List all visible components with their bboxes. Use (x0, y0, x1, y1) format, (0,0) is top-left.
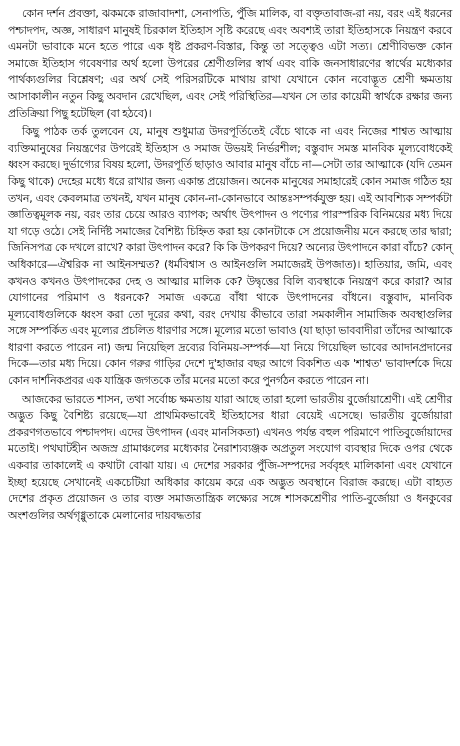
paragraph-3: আজকের ভারতে শাসন, তথা সর্বোচ্চ ক্ষমতায় যারা আছে তারা হলো ভারতীয় বুর্জোয়াশ্রেণী। এই শ্রেণীর অদ্ভুত কিছু বৈশিষ্ট্য রয়েছে—যা প্রাথমিকভাবেই ইতিহাসের ধারা বেয়েই এসেছে। ভারতীয় বুর্জোয়ারা প্রকরণগতভাবে পশ্চাদপদ। এদের উৎপাদন (এবং মানসিকতা) এখনও পর্যন্ত বহুল পরিমাণে পাতিবুর্জোয়াদের মতোই। পথঘাটহীন অজস্র গ্রামাঞ্চলের মধ্যেকার নৈরাশ্যব্যঞ্জক অপ্রতুল সংযোগ ব্যবস্থার দিকে ওপর থেকে একবার তাকালেই এ কথাটা বোঝা যায়। এ দেশের সরকার পুঁজি-সম্পদের সর্ববৃহৎ মালিকানা এবং যেখানে ইচ্ছা হয়েছে সেখানেই একচেটিয়া অধিকার কায়েম করে এক অদ্ভুত অবস্থানে বিরাজ করছে। এটা বাহ্যত দেশের প্রকৃত প্রয়োজন ও তার ব্যক্ত সমাজতান্ত্রিক লক্ষ্যের সঙ্গে শাসকশ্রেণীর পাতি-বুর্জোয়া ও ধনকুবের অংশগুলির অর্থগৃধ্নুতাকে মেলানোর দায়বদ্ধতার (8, 392, 452, 522)
paragraph-1: কোন দর্শন প্রবক্তা, ঝকমকে রাজাবাদশা, সেনাপতি, পুঁজি মালিক, বা বক্তৃতাবাজ-রা নয়, বরং এই ধরনের পশ্চাদপদ, অজ্ঞ, সাধারণ মানুষই চিরকাল ইতিহাস সৃষ্টি করেছে এবং অবশ্যই তারা ইতিহাসকে নিয়ন্ত্রণ করবে এমনটা ভাবাকে মনে হতে পারে এক ধৃষ্ট প্রকরণ-বিস্তার, কিন্তু তা সত্ত্বেও এটা সত্য। শ্রেণীবিভক্ত কোন সমাজে ইতিহাস গবেষণার অর্থ হলো উপরের শ্রেণীগুলির স্বার্থ এবং বাকি জনসাধারণের স্বার্থের মধ্যেকার পার্থক্যগুলির বিশ্লেষণ; এর অর্থ সেই পরিসরটিকে মাথায় রাখা যেখানে কোন নবোদ্ভূত শ্রেণী ক্ষমতায় আসাকালীন নতুন কিছু অবদান রেখেছিল, এবং সেই পরিস্থিতির—যখন সে তার কায়েমী স্বার্থকে রক্ষার জন্য প্রতিক্রিয়া পিছু হটেছিল (বা হঠবে)। (8, 7, 452, 120)
paragraph-2: কিছু পাঠক তর্ক তুলবেন যে, মানুষ শুধুমাত্র উদরপূর্তিতেই বেঁচে থাকে না এবং নিজের শাশ্বত আত্মায় ব্যক্তিমানুষের নিয়ন্ত্রণের উপরেই ইতিহাস ও সমাজ উভয়ই নির্ভরশীল; বস্তুবাদ সমস্ত মানবিক মূল্যবোধকেই ধ্বংস করছে। দুর্ভাগ্যের বিষয় হলো, উদরপূর্তি ছাড়াও আবার মানুষ বাঁচে না—সেটা তার আত্মাকে (যদি তেমন কিছু থাকে) দেহের মধ্যে ধরে রাখার জন্য একান্ত প্রয়োজন। অনেক মানুষের সমাহারেই কোন সমাজ গঠিত হয় তখন, এবং কেবলমাত্র তখনই, যখন মানুষ কোন-না-কোনভাবে আন্তঃসম্পর্কযুক্ত হয়। এই আবশ্যিক সম্পর্কটা জ্ঞাতিত্বমূলক নয়, বরং তার চেয়ে আরও ব্যাপক; অর্থাৎ উৎপাদন ও পণ্যের পারস্পরিক বিনিময়ের মধ্য দিয়ে যা গড়ে ওঠে। সেই নির্দিষ্ট সমাজের বৈশিষ্ট্য চিহ্নিত করা হয় কোনটাকে সে প্রয়োজনীয় মনে করছে তার দ্বারা; জিনিসপত্র কে দখলে রাখে? কারা উৎপাদন করে? কি কি উপকরণ দিয়ে? অন্যের উৎপাদনে কারা বাঁচে? কোন্ অধিকারে—ঐশ্বরিক না আইনসম্মত? (ধর্মবিশ্বাস ও আইনগুলি সমাজেরই উপজাত)। হাতিয়ার, জমি, এবং কখনও কখনও উৎপাদকের দেহ ও আত্মার মালিক কে? উদ্বৃত্তের বিলি ব্যবস্থাকে নিয়ন্ত্রণ করে কারা? আর যোগানের পরিমাণ ও ধরনকে? সমাজ একত্রে বাঁধা থাকে উৎপাদনের বাঁধনে। বস্তুবাদ, মানবিক মূল্যবোধগুলিকে ধ্বংস করা তো দূরের কথা, বরং দেখায় কীভাবে তারা সমকালীন সামাজিক অবস্থাগুলির সঙ্গে সম্পর্কিত এবং মূল্যের প্রচলিত ধারণার সঙ্গে। মূল্যের মতো ভাবাও (যা ছাড়া ভাববাদীরা তাঁদের আত্মাকে ধারণা করতে পারেন না) জন্ম নিয়েছিল দ্রব্যের বিনিময়-সম্পর্ক—যা নিয়ে গিয়েছিল ভাবের আদানপ্রদানের দিকে—তার মধ্য দিয়ে। কোন গরুর গাড়ির দেশে দু'হাজার বছর আগে বিকশিত এক 'শাশ্বত' ভাবাদর্শকে দিয়ে কোন দার্শনিকপ্রবর এক যান্ত্রিক জগতকে তাঁর মনের মতো করে পুনর্গঠন করতে পারেন না। (8, 125, 452, 388)
